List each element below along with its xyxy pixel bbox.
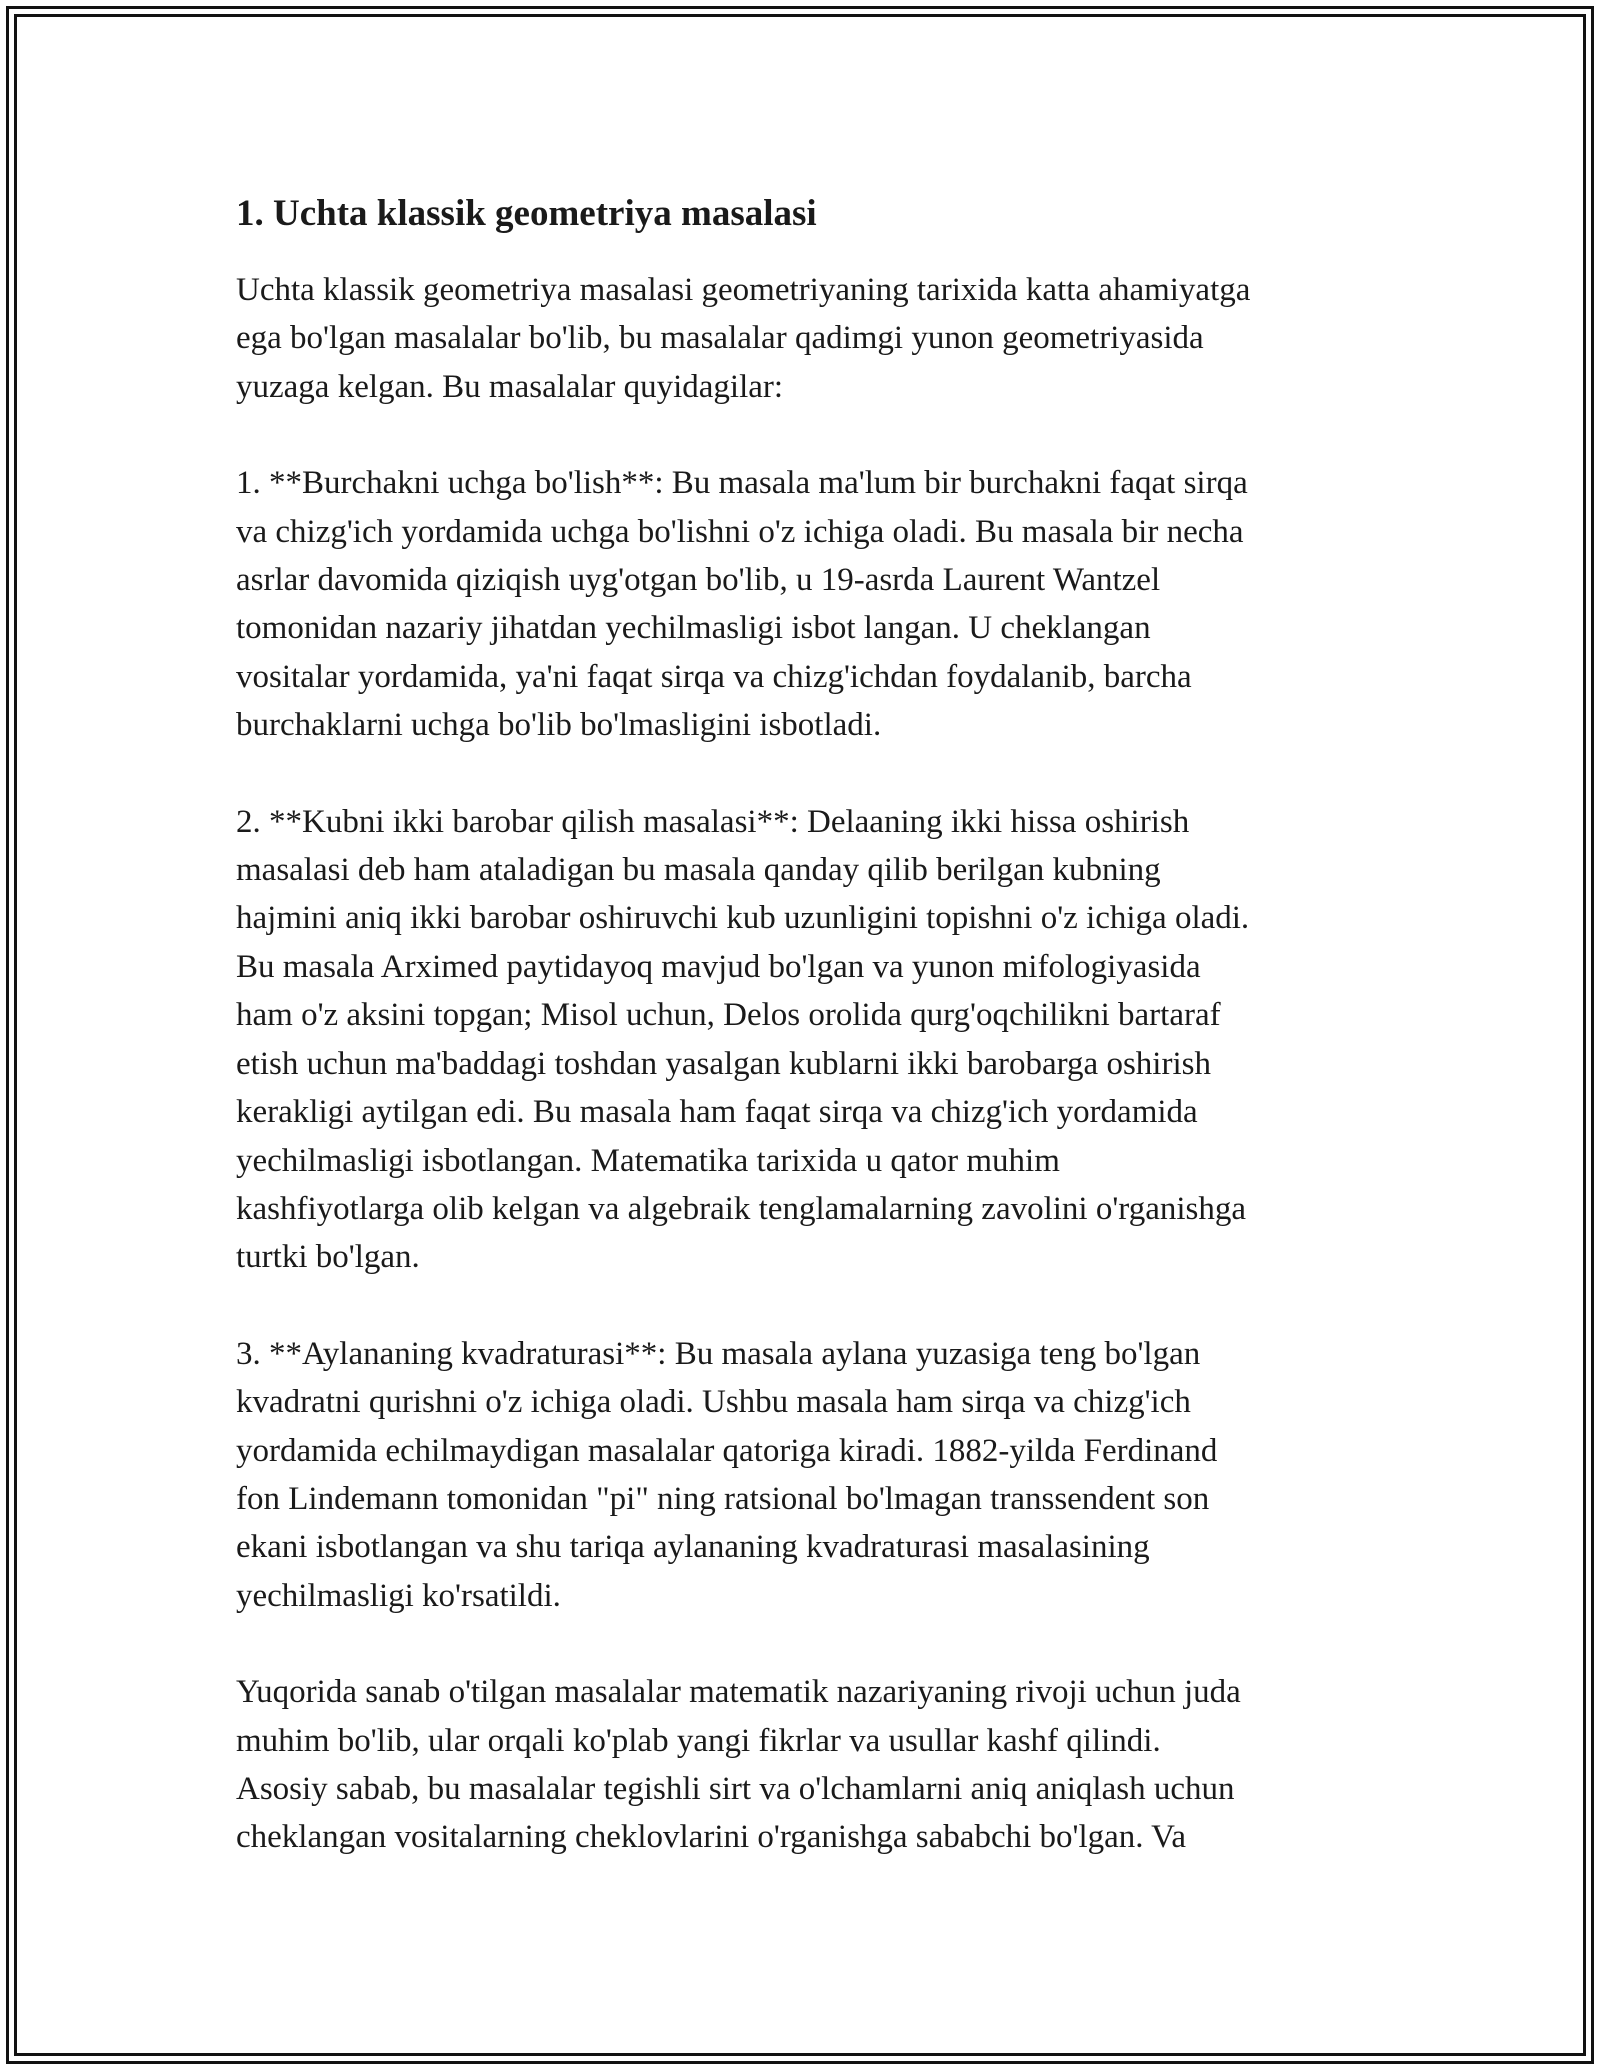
text-line: yechilmasligi isbotlangan. Matematika tarixida u qator muhim: [236, 1142, 1060, 1179]
paragraph: [236, 1668, 1376, 1862]
text-line: yechilmasligi ko'rsatildi.: [236, 1577, 561, 1614]
text-line: Yuqorida sanab o'tilgan masalalar matematik nazariyaning rivoji uchun juda: [236, 1674, 1241, 1711]
text-line: masalasi deb ham ataladigan bu masala qanday qilib berilgan kubning: [236, 852, 1161, 889]
text-line: etish uchun ma'baddagi toshdan yasalgan kublarni ikki barobarga oshirish: [236, 1045, 1211, 1082]
text-line: muhim bo'lib, ular orqali ko'plab yangi fikrlar va usullar kashf qilindi.: [236, 1722, 1161, 1759]
text-line: tomonidan nazariy jihatdan yechilmasligi isbot langan. U cheklangan: [236, 610, 1151, 647]
document-body: [236, 188, 1376, 1910]
text-line: ega bo'lgan masalalar bo'lib, bu masalalar qadimgi yunon geometriyasida: [236, 320, 1204, 357]
paragraph: [236, 266, 1376, 411]
paragraph: [236, 459, 1376, 749]
text-line: ham o'z aksini topgan; Misol uchun, Delos orolida qurg'oqchilikni bartaraf: [236, 997, 1221, 1034]
text-line: kashfiyotlarga olib kelgan va algebraik tenglamalarning zavolini o'rganishga: [236, 1190, 1246, 1227]
text-line: 1. **Burchakni uchga bo'lish**: Bu masala ma'lum bir burchakni faqat sirqa: [236, 465, 1248, 502]
text-line: kvadratni qurishni o'z ichiga oladi. Ushbu masala ham sirqa va chizg'ich: [236, 1384, 1191, 1421]
paragraph: [236, 798, 1376, 1282]
text-line: cheklangan vositalarning cheklovlarini o'rganishga sababchi bo'lgan. Va: [236, 1819, 1186, 1856]
text-line: asrlar davomida qiziqish uyg'otgan bo'lib, u 19-asrda Laurent Wantzel: [236, 562, 1161, 599]
text-line: ekani isbotlangan va shu tariqa aylananing kvadraturasi masalasining: [236, 1529, 1150, 1566]
text-line: turtki bo'lgan.: [236, 1239, 420, 1276]
text-line: hajmini aniq ikki barobar oshiruvchi kub uzunligini topishni o'z ichiga oladi.: [236, 900, 1250, 937]
text-line: fon Lindemann tomonidan "pi" ning ratsional bo'lmagan transsendent son: [236, 1480, 1210, 1517]
text-line: Asosiy sabab, bu masalalar tegishli sirt va o'lchamlarni aniq aniqlash uchun: [236, 1770, 1235, 1807]
text-line: 2. **Kubni ikki barobar qilish masalasi**: Delaaning ikki hissa oshirish: [236, 803, 1190, 840]
text-line: 3. **Aylananing kvadraturasi**: Bu masala aylana yuzasiga teng bo'lgan: [236, 1335, 1201, 1372]
text-line: burchaklarni uchga bo'lib bo'lmasligini isbotladi.: [236, 707, 882, 744]
text-line: yuzaga kelgan. Bu masalalar quyidagilar:: [236, 368, 784, 405]
text-line: Bu masala Arximed paytidayoq mavjud bo'lgan va yunon mifologiyasida: [236, 948, 1201, 985]
paragraph-list: [236, 266, 1376, 1862]
paragraph: [236, 1330, 1376, 1620]
text-line: yordamida echilmaydigan masalalar qatoriga kiradi. 1882-yilda Ferdinand: [236, 1432, 1218, 1469]
text-line: Uchta klassik geometriya masalasi geometriyaning tarixida katta ahamiyatga: [236, 272, 1251, 308]
section-title: 1. Uchta klassik geometriya masalasi: [236, 193, 817, 234]
text-line: vositalar yordamida, ya'ni faqat sirqa va chizg'ichdan foydalanib, barcha: [236, 658, 1192, 695]
text-line: va chizg'ich yordamida uchga bo'lishni o'z ichiga oladi. Bu masala bir necha: [236, 513, 1244, 550]
text-line: kerakligi aytilgan edi. Bu masala ham faqat sirqa va chizg'ich yordamida: [236, 1094, 1198, 1131]
